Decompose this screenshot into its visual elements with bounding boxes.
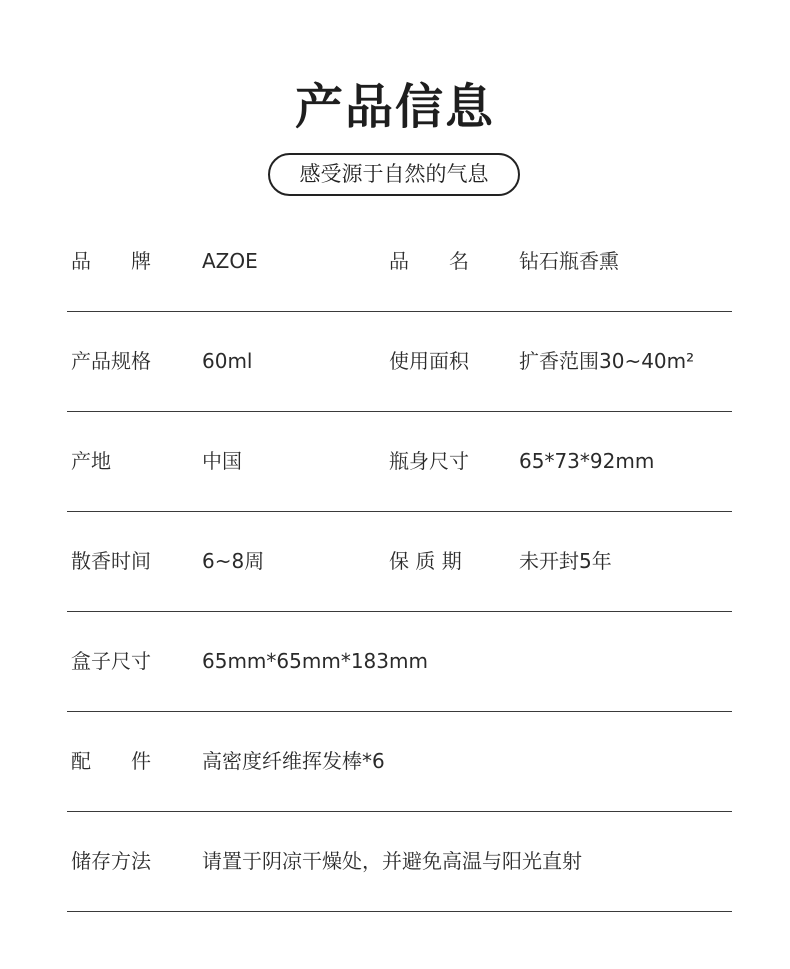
spec-label: 品 牌 bbox=[71, 249, 151, 273]
spec-label: 产地 bbox=[71, 449, 111, 473]
spec-value: 高密度纤维挥发棒*6 bbox=[202, 749, 385, 773]
spec-value: AZOE bbox=[202, 249, 258, 273]
spec-row-brand bbox=[67, 212, 732, 312]
spec-value: 扩香范围30~40m² bbox=[519, 349, 695, 373]
spec-label: 品 名 bbox=[389, 249, 469, 273]
spec-label: 保 质 期 bbox=[389, 549, 462, 573]
spec-label: 盒子尺寸 bbox=[71, 649, 151, 673]
spec-row-duration bbox=[67, 512, 732, 612]
spec-value: 6~8周 bbox=[202, 549, 265, 573]
spec-row-accessories bbox=[67, 712, 732, 812]
subtitle-badge: 感受源于自然的气息 bbox=[268, 153, 520, 196]
page-title: 产品信息 bbox=[294, 79, 495, 135]
spec-value: 60ml bbox=[202, 349, 253, 373]
spec-row-box-size bbox=[67, 612, 732, 712]
spec-label: 储存方法 bbox=[71, 849, 151, 873]
spec-row-origin bbox=[67, 412, 732, 512]
spec-value: 65*73*92mm bbox=[519, 449, 655, 473]
spec-value: 请置于阴凉干燥处，并避免高温与阳光直射 bbox=[202, 849, 582, 873]
spec-label: 瓶身尺寸 bbox=[389, 449, 469, 473]
spec-label: 散香时间 bbox=[71, 549, 151, 573]
spec-label: 产品规格 bbox=[71, 349, 151, 373]
spec-label: 配 件 bbox=[71, 749, 151, 773]
spec-value: 钻石瓶香熏 bbox=[519, 249, 619, 273]
spec-value: 中国 bbox=[202, 449, 242, 473]
spec-label: 使用面积 bbox=[389, 349, 469, 373]
spec-row-storage bbox=[67, 812, 732, 912]
spec-value: 65mm*65mm*183mm bbox=[202, 649, 428, 673]
spec-table bbox=[67, 212, 732, 912]
spec-value: 未开封5年 bbox=[519, 549, 612, 573]
spec-row-capacity bbox=[67, 312, 732, 412]
